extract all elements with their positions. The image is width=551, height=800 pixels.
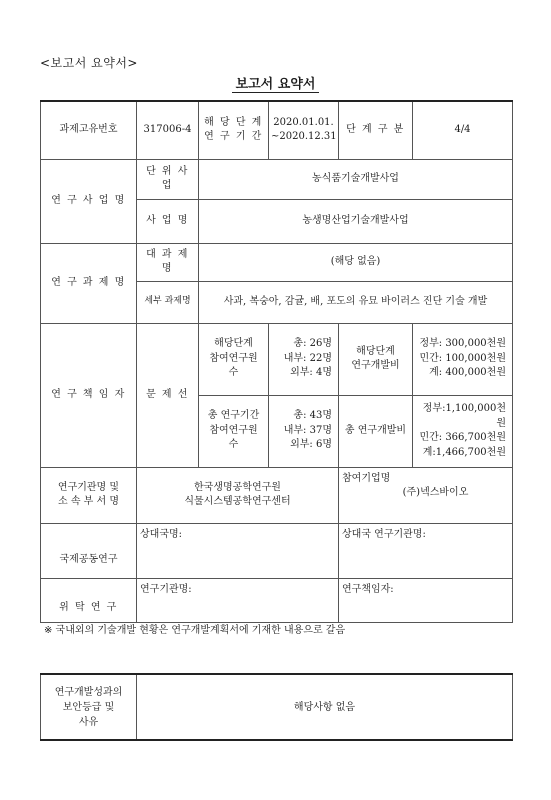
research-project-label: 연 구 과 제 명: [41, 243, 137, 323]
period-value: 2020.01.01. ~2020.12.31: [269, 101, 339, 159]
research-program-label: 연 구 사 업 명: [41, 159, 137, 243]
pi-label: 연 구 책 임 자: [41, 323, 137, 467]
stage-label: 단 계 구 분: [339, 101, 413, 159]
total-researchers-values: 총: 43명 내부: 37명 외부: 6명: [269, 395, 339, 467]
main-project-label: 대 과 제 명: [137, 243, 199, 281]
partner-label: 참여기업명: [342, 472, 391, 484]
stage-budget-values: 정부: 300,000천원 민간: 100,000천원 계: 400,000천원: [413, 323, 513, 395]
org-value: 한국생명공학연구원 식물시스템공학연구센터: [137, 467, 339, 523]
sub-project-value: 사과, 복숭아, 감귤, 배, 포도의 유묘 바이러스 진단 기술 개발: [199, 281, 513, 323]
project-no-label: 과제고유번호: [41, 101, 137, 159]
doc-title: 보고서 요약서: [232, 77, 320, 93]
project-no-value: 317006-4: [137, 101, 199, 159]
period-label: 해 당 단 계 연 구 기 간: [199, 101, 269, 159]
sub-project-label: 세부 과제명: [137, 281, 199, 323]
footnote: ※ 국내외의 기술개발 현황은 연구개발계획서에 기재한 내용으로 갈음: [44, 625, 346, 636]
security-table: [40, 673, 513, 741]
org-label: 연구기관명 및 소 속 부 서 명: [41, 467, 137, 523]
section-header: <보고서 요약서>: [40, 56, 138, 70]
pi-name: 문 제 선: [137, 323, 199, 467]
intl-label: 국제공동연구: [41, 523, 137, 578]
counterpart-org-label: 상대국 연구기관명:: [339, 523, 513, 578]
total-budget-label: 총 연구개발비: [339, 395, 413, 467]
stage-value: 4/4: [413, 101, 513, 159]
security-label: 연구개발성과의 보안등급 및 사유: [41, 674, 137, 740]
commission-label: 위 탁 연 구: [41, 578, 137, 622]
counterpart-country-label: 상대국명:: [137, 523, 339, 578]
program-label: 사 업 명: [137, 199, 199, 243]
stage-budget-label: 해당단계 연구개발비: [339, 323, 413, 395]
summary-table: [40, 100, 513, 623]
stage-researchers-values: 총: 26명 내부: 22명 외부: 4명: [269, 323, 339, 395]
partner-value: (주)넥스바이오: [402, 487, 469, 498]
stage-researchers-label: 해당단계 참여연구원 수: [199, 323, 269, 395]
program-value: 농생명산업기술개발사업: [199, 199, 513, 243]
commission-pi-label: 연구책임자:: [339, 578, 513, 622]
unit-program-label: 단 위 사 업: [137, 159, 199, 199]
unit-program-value: 농식품기술개발사업: [199, 159, 513, 199]
main-project-value: (해당 없음): [199, 243, 513, 281]
security-value: 해당사항 없음: [137, 674, 513, 740]
total-researchers-label: 총 연구기간 참여연구원 수: [199, 395, 269, 467]
commission-org-label: 연구기관명:: [137, 578, 339, 622]
total-budget-values: 정부:1,100,000천원 민간: 366,700천원 계:1,466,700천원: [413, 395, 513, 467]
